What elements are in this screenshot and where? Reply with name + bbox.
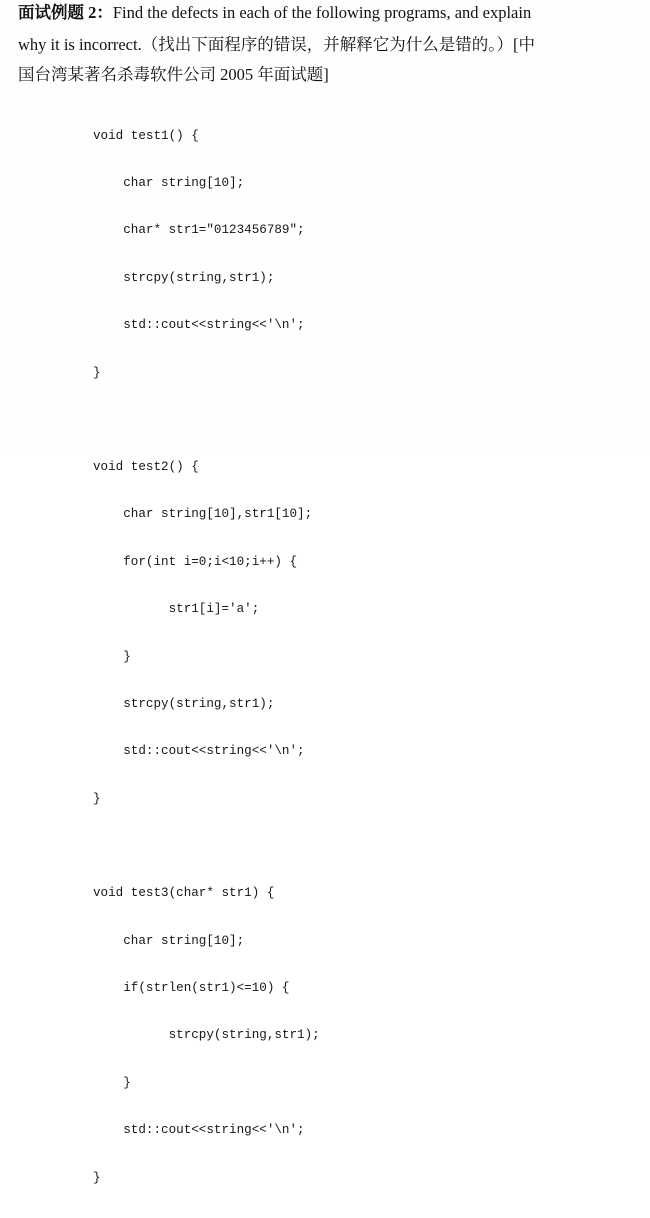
code-line: std::cout<<string<<'\n'; (93, 744, 305, 759)
code-line: void test1() { (93, 128, 199, 143)
code-line: for(int i=0;i<10;i++) { (93, 554, 298, 569)
question-text-line-3: 国台湾某著名杀毒软件公司 2005 年面试题] (18, 65, 329, 84)
code-line: } (93, 1170, 101, 1185)
code-line: strcpy(string,str1); (93, 696, 275, 711)
code-line: if(strlen(str1)<=10) { (93, 981, 290, 996)
code-line: } (93, 365, 101, 380)
code-line: char* str1="0123456789"; (93, 223, 305, 238)
code-line: str1[i]='a'; (93, 602, 260, 617)
code-line: } (93, 649, 131, 664)
code-line: std::cout<<string<<'\n'; (93, 318, 305, 333)
code-listing (93, 97, 320, 1218)
code-line: void test2() { (93, 460, 199, 475)
code-line: char string[10]; (93, 933, 245, 948)
code-line: char string[10]; (93, 175, 245, 190)
question-label: 面试例题 2： (18, 3, 113, 22)
question-text-line-2: why it is incorrect.（找出下面程序的错误，并解释它为什么是错的。）[中 (18, 35, 535, 54)
code-gap (93, 413, 320, 429)
code-line: char string[10],str1[10]; (93, 507, 313, 522)
code-line: strcpy(string,str1); (93, 1028, 320, 1043)
code-gap (93, 839, 320, 855)
code-line: strcpy(string,str1); (93, 270, 275, 285)
code-line: std::cout<<string<<'\n'; (93, 1123, 305, 1138)
code-line: } (93, 1075, 131, 1090)
question-line-1 (18, 1, 638, 25)
code-line: void test3(char* str1) { (93, 886, 275, 901)
code-line: } (93, 791, 101, 806)
question-text-line-1: Find the defects in each of the following programs, and explain (112, 3, 532, 22)
